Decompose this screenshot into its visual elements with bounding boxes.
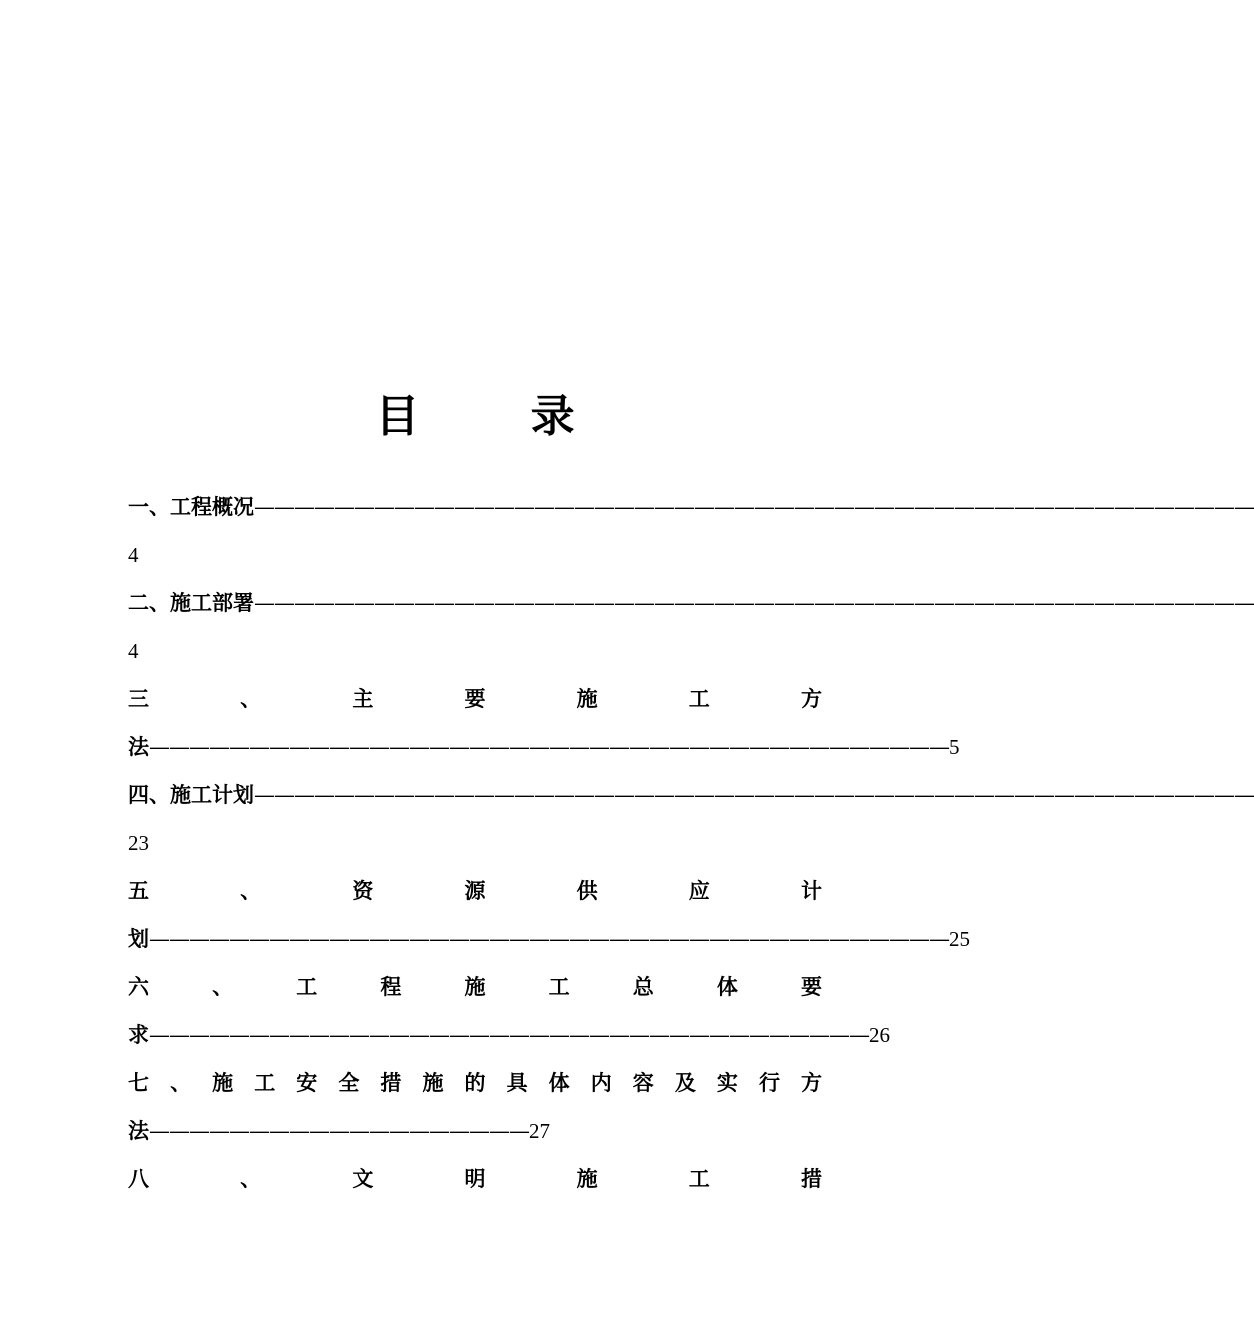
toc-entry-line xyxy=(128,915,970,963)
toc-entry-char: 工 xyxy=(191,590,212,615)
toc-entry-char: 、 xyxy=(240,686,262,711)
toc-leader: —————————————————————————————————————————————————— xyxy=(254,591,1254,615)
toc-entry-char: 明 xyxy=(464,1166,486,1191)
toc-entry-line xyxy=(128,675,822,723)
page-title: 目 录 xyxy=(375,391,623,442)
toc-entry-char: 计 xyxy=(212,782,233,807)
toc-entry-char: 内 xyxy=(590,1070,612,1095)
toc-entry-line xyxy=(128,579,1254,627)
toc-entry-char: 七 xyxy=(128,1070,149,1095)
toc-entry-line xyxy=(128,771,1254,819)
toc-entry-char: 应 xyxy=(688,878,710,903)
table-of-contents xyxy=(128,483,1254,1203)
toc-entry-line xyxy=(128,1011,890,1059)
toc-entry-char: 体 xyxy=(716,974,738,999)
toc-entry-char: 五 xyxy=(128,878,149,903)
toc-entry-char: 况 xyxy=(233,494,254,519)
toc-page-number: 26 xyxy=(869,1023,890,1047)
toc-page-number: 5 xyxy=(949,735,960,759)
toc-entry-char: 部 xyxy=(212,590,233,615)
toc-entry-char: 容 xyxy=(632,1070,654,1095)
toc-entry-char: 施 xyxy=(170,590,191,615)
toc-entry-char: 的 xyxy=(464,1070,486,1095)
toc-entry-char: 实 xyxy=(716,1070,738,1095)
toc-entry-char: 施 xyxy=(170,782,191,807)
toc-entry-char: 施 xyxy=(464,974,486,999)
toc-page-number: 23 xyxy=(128,831,149,855)
toc-entry-char: 要 xyxy=(801,974,822,999)
toc-leader: ———————————————————————————————————————— xyxy=(149,927,949,951)
toc-entry-char: 工 xyxy=(170,494,191,519)
toc-entry-line xyxy=(128,1107,822,1155)
toc-entry-char: 、 xyxy=(240,1166,262,1191)
toc-entry-char: 程 xyxy=(191,494,212,519)
toc-entry-char: 四 xyxy=(128,782,149,807)
toc-entry-char: 全 xyxy=(338,1070,360,1095)
toc-page-line xyxy=(128,627,822,675)
toc-entry-char: 划 xyxy=(128,926,149,951)
toc-leader: ———————————————————————————————————— xyxy=(149,1023,869,1047)
toc-page-line xyxy=(128,819,822,867)
toc-entry-char: 体 xyxy=(548,1070,570,1095)
toc-entry-char: 要 xyxy=(464,686,486,711)
toc-entry-char: 方 xyxy=(801,1070,822,1095)
toc-page-number: 4 xyxy=(128,639,139,663)
toc-entry-char: 八 xyxy=(128,1166,149,1191)
toc-entry-char: 三 xyxy=(128,686,149,711)
toc-entry-char: 总 xyxy=(632,974,654,999)
toc-entry-char: 、 xyxy=(170,1070,192,1095)
toc-entry-char: 、 xyxy=(149,782,170,807)
toc-entry-char: 计 xyxy=(800,878,822,903)
toc-entry-char: 概 xyxy=(212,494,233,519)
toc-entry-line xyxy=(128,963,822,1011)
toc-page-line xyxy=(128,531,822,579)
toc-entry-char: 供 xyxy=(576,878,598,903)
toc-page-number: 25 xyxy=(949,927,970,951)
toc-entry-char: 安 xyxy=(296,1070,318,1095)
toc-entry-char: 、 xyxy=(149,494,170,519)
toc-entry-char: 资 xyxy=(352,878,374,903)
toc-entry-char: 措 xyxy=(380,1070,402,1095)
toc-entry-char: 工 xyxy=(254,1070,276,1095)
toc-entry-char: 具 xyxy=(506,1070,528,1095)
toc-entry-line xyxy=(128,1155,822,1203)
toc-entry-line xyxy=(128,1059,822,1107)
toc-entry-char: 法 xyxy=(128,734,149,759)
toc-entry-char: 一 xyxy=(128,494,149,519)
toc-entry-char: 法 xyxy=(128,1118,149,1143)
toc-entry-char: 求 xyxy=(128,1022,149,1047)
toc-entry-char: 文 xyxy=(352,1166,374,1191)
toc-entry-char: 工 xyxy=(191,782,212,807)
toc-entry-char: 方 xyxy=(800,686,822,711)
toc-entry-char: 工 xyxy=(688,1166,710,1191)
toc-entry-char: 、 xyxy=(212,974,234,999)
toc-entry-char: 二 xyxy=(128,590,149,615)
toc-entry-char: 施 xyxy=(576,686,598,711)
toc-page-number: 27 xyxy=(529,1119,550,1143)
toc-leader: ———————————————————————————————————————— xyxy=(149,735,949,759)
toc-leader: —————————————————————————————————————————————————— xyxy=(254,495,1254,519)
toc-entry-char: 署 xyxy=(233,590,254,615)
toc-entry-line xyxy=(128,483,1254,531)
toc-page-number: 4 xyxy=(128,543,139,567)
toc-entry-char: 划 xyxy=(233,782,254,807)
toc-entry-char: 行 xyxy=(758,1070,780,1095)
toc-entry-char: 工 xyxy=(296,974,318,999)
toc-entry-char: 程 xyxy=(380,974,402,999)
toc-entry-char: 工 xyxy=(548,974,570,999)
toc-entry-char: 工 xyxy=(688,686,710,711)
toc-entry-char: 源 xyxy=(464,878,486,903)
toc-entry-line xyxy=(128,867,822,915)
toc-entry-char: 施 xyxy=(576,1166,598,1191)
toc-entry-char: 主 xyxy=(352,686,374,711)
toc-entry-char: 施 xyxy=(212,1070,234,1095)
toc-entry-char: 六 xyxy=(128,974,149,999)
toc-leader: —————————————————————————————————————————————————— xyxy=(254,783,1254,807)
toc-entry-char: 、 xyxy=(240,878,262,903)
toc-entry-char: 措 xyxy=(800,1166,822,1191)
toc-leader: ——————————————————— xyxy=(149,1119,529,1143)
toc-entry-char: 、 xyxy=(149,590,170,615)
toc-entry-char: 施 xyxy=(422,1070,444,1095)
toc-entry-line xyxy=(128,723,960,771)
toc-entry-char: 及 xyxy=(674,1070,696,1095)
